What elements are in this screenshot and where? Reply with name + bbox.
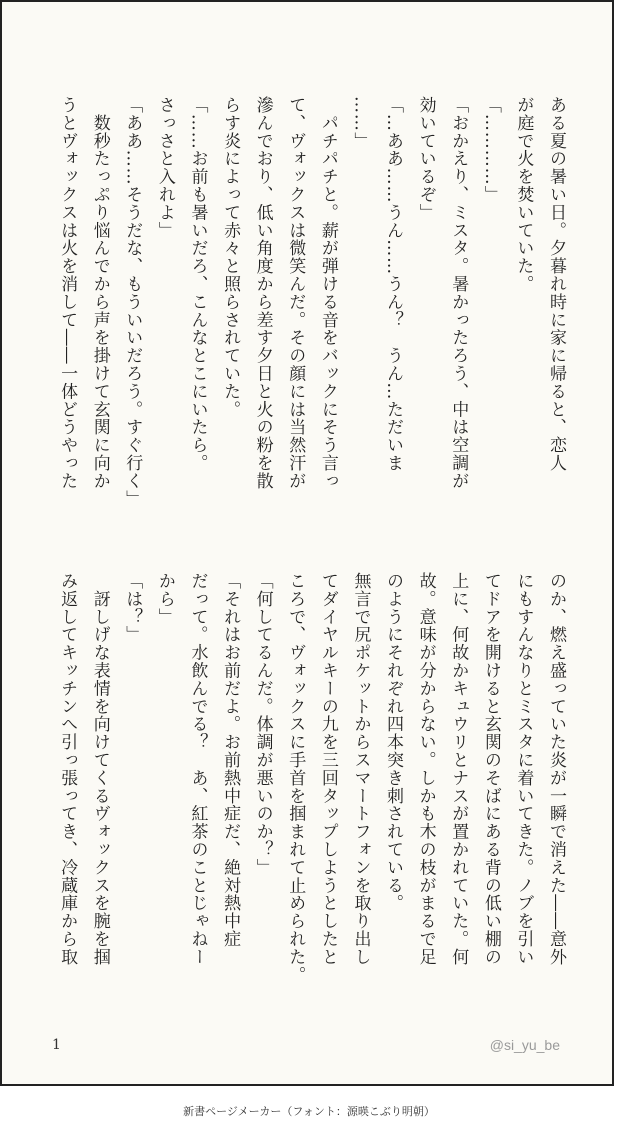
body-text-top-block: ある夏の暑い日。夕暮れ時に家に帰ると、恋人 が庭で火を焚いていた。 「…………」 「おかえり、ミスタ。暑かったろう、中は空調が 効いているぞ」 「…ああ……うん……うん？ うん…ただいま ……」 パチパチと。薪が弾ける音をバックにそう言っ て、ヴォックスは微笑んだ。その顔には当然汗が 滲んでおり、低い角度から差す夕日と火の粉を散 らす炎によって赤々と照らされていた。 「……お前も暑いだろ、こんなとこにいたら。 さっさと入れよ」 「ああ……そうだな、もういいだろう。すぐ行く」 数秒たっぷり悩んでから声を掛けて玄関に向か うとヴォックスは火を消して――一体どうやった [57,96,566,508]
author-credit: @si_yu_be [489,1037,560,1053]
body-text-bottom-block: のか、燃え盛っていた炎が一瞬で消えた――意外 にもすんなりとミスタに着いてきた。ノブを引い てドアを開けると玄関のそばにある背の低い棚の 上に、何故かキュウリとナスが置かれていた。何 故。意味が分からない。しかも木の枝がまるで足 のようにそれぞれ四本突き刺されている。 無言で尻ポケットからスマートフォンを取り出し てダイヤルキーの九を三回タップしようとしたと ころで、ヴォックスに手首を掴まれて止められた。 「何してるんだ。体調が悪いのか？」 「それはお前だよ。お前熱中症だ、絶対熱中症 だって。水飲んでる？ あ、紅茶のことじゃねー から」 「は？」 訝しげな表情を向けてくるヴォックスを腕を掴 み返してキッチンへ引っ張ってき、冷蔵庫から取 [57,572,566,984]
page-number: 1 [52,1037,61,1053]
generator-footer: 新書ページメーカー（フォント：源暎こぶり明朝） [183,1105,435,1118]
